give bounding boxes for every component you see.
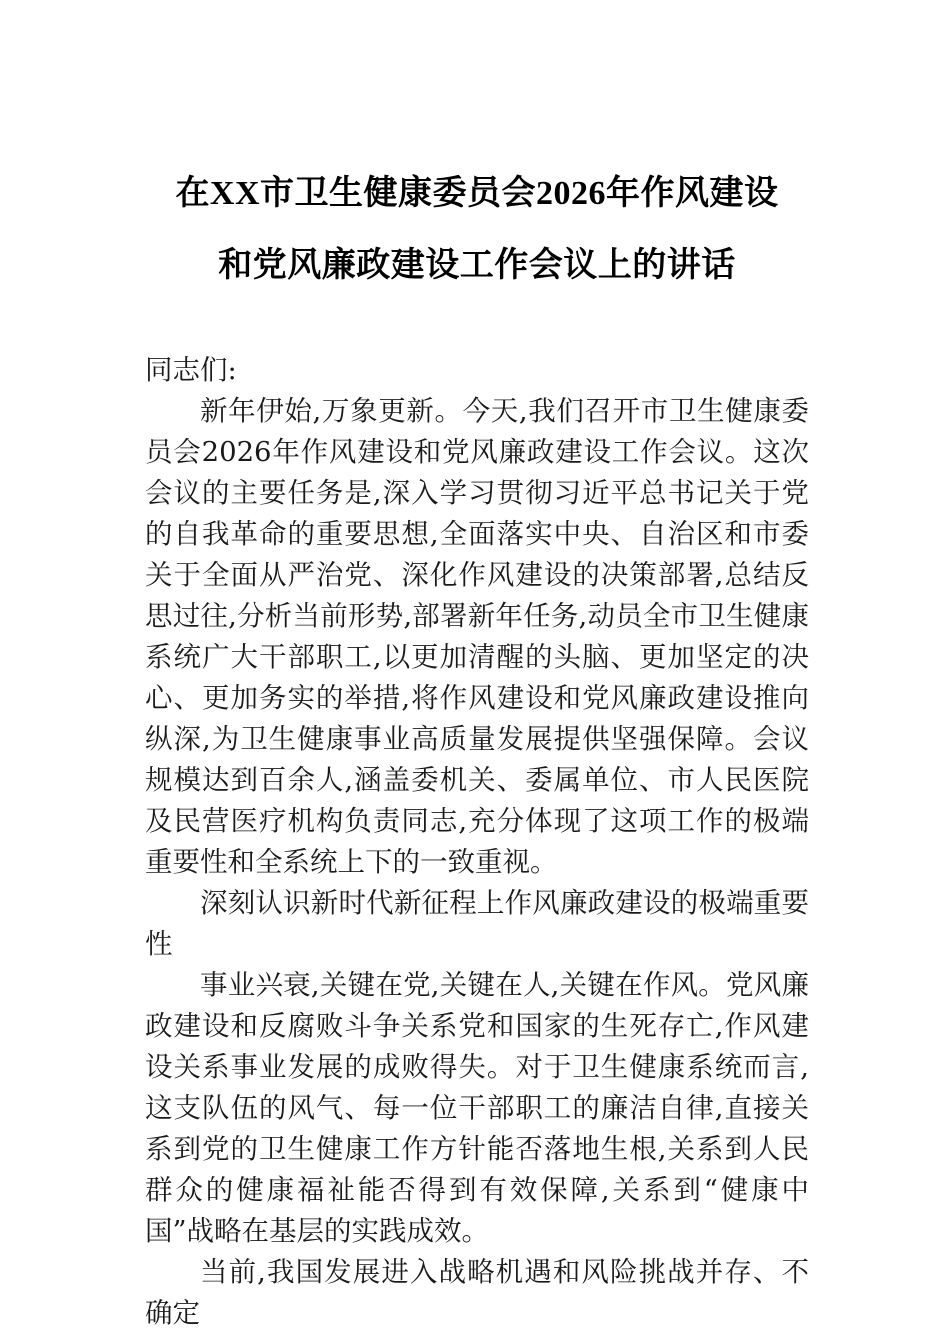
page-bottom-spacer bbox=[145, 1334, 809, 1344]
salutation: 同志们: bbox=[145, 354, 237, 386]
page-title-line-2: 和党风廉政建设工作会议上的讲话 bbox=[218, 247, 736, 284]
document-content bbox=[145, 0, 809, 1344]
paragraph-body-2-truncated: 当前,我国发展进入战略机遇和风险挑战并存、不确定 bbox=[145, 1256, 809, 1329]
title-top-spacer bbox=[145, 0, 809, 158]
page-title-line-1: 在XX市卫生健康委员会2026年作风建设 bbox=[175, 175, 779, 212]
page-title bbox=[145, 158, 809, 302]
paragraph-opening: 新年伊始,万象更新。今天,我们召开市卫生健康委员会2026年作风建设和党风廉政建设工作会议。这次会议的主要任务是,深入学习贯彻习近平总书记关于党的自我革命的重要思想,全面落实中央、自治区和市委关于全面从严治党、深化作风建设的决策部署,总结反思过往,分析当前形势,部署新年任务,动员全市卫生健康系统广大干部职工,以更加清醒的头脑、更加坚定的决心、更加务实的举措,将作风建设和党风廉政建设推向纵深,为卫生健康事业高质量发展提供坚强保障。会议规模达到百余人,涵盖委机关、委属单位、市人民医院及民营医疗机构负责同志,充分体现了这项工作的极端重要性和全系统上下的一致重视。 bbox=[145, 395, 809, 878]
section-heading-1: 深刻认识新时代新征程上作风廉政建设的极端重要性 bbox=[145, 887, 809, 960]
document-body bbox=[145, 350, 809, 1334]
paragraph-body-1: 事业兴衰,关键在党,关键在人,关键在作风。党风廉政建设和反腐败斗争关系党和国家的生死存亡,作风建设关系事业发展的成败得失。对于卫生健康系统而言,这支队伍的风气、每一位干部职工的廉洁自律,直接关系到党的卫生健康工作方针能否落地生根,关系到人民群众的健康福祉能否得到有效保障,关系到“健康中国”战略在基层的实践成效。 bbox=[145, 969, 809, 1247]
title-bottom-spacer bbox=[145, 302, 809, 350]
